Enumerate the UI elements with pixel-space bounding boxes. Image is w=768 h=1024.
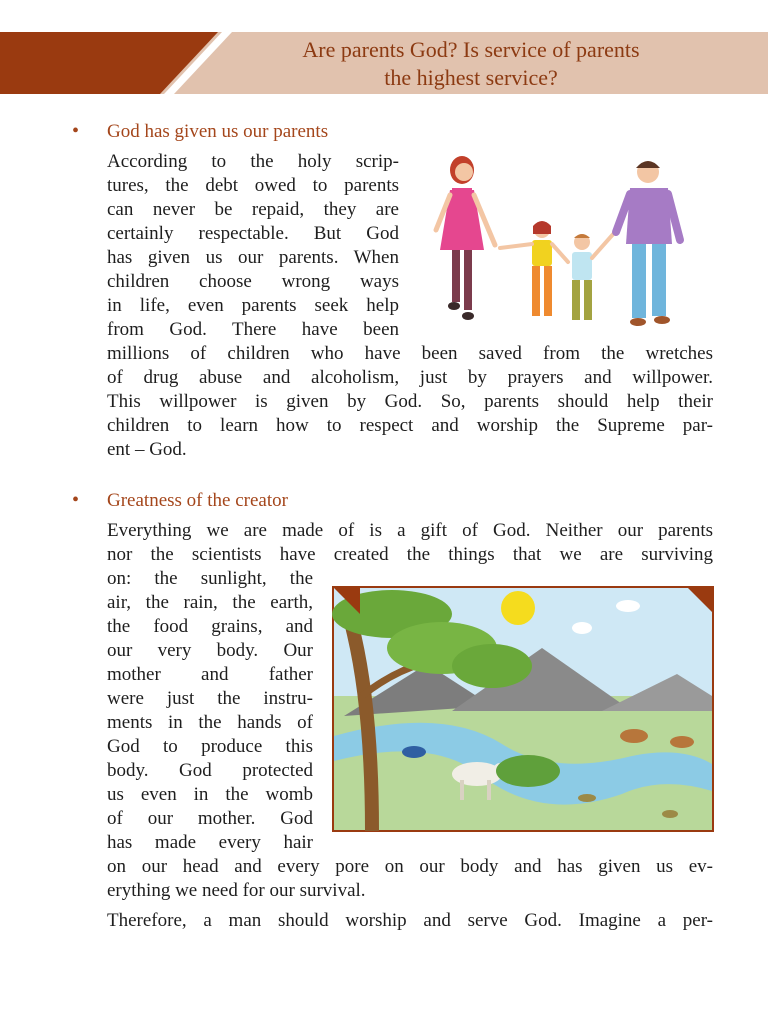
text-line: has made every hair (107, 832, 313, 853)
text-line: can never be repaid, they are (107, 199, 399, 220)
text-line: children choose wrong ways (107, 271, 399, 292)
text-line: ent – God. (107, 439, 187, 460)
text-line: of our mother. God (107, 808, 313, 829)
text-line: the food grains, and (107, 616, 313, 637)
text-line: ments in the hands of (107, 712, 313, 733)
text-line: Therefore, a man should worship and serve God. Imagine a per- (107, 910, 713, 931)
page-title-line-2: the highest service? (384, 65, 558, 90)
text-line: air, the rain, the earth, (107, 592, 313, 613)
section-heading-parents: God has given us our parents (107, 121, 329, 142)
text-line: Everything we are made of is a gift of God. Neither our parents (107, 520, 713, 541)
page-title-line-1: Are parents God? Is service of parents (302, 37, 640, 62)
text-line: were just the instru- (107, 688, 313, 709)
text-line: According to the holy scrip- (107, 151, 399, 172)
text-line: nor the scientists have created the things that we are surviving (107, 544, 713, 565)
text-line: from God. There have been (107, 319, 399, 340)
text-line: of drug abuse and alcoholism, just by prayers and willpower. (107, 367, 713, 388)
family-illustration (420, 150, 690, 330)
text-line: on our head and every pore on our body and has given us ev- (107, 856, 713, 877)
text-line: us even in the womb (107, 784, 313, 805)
text-line: in life, even parents seek help (107, 295, 399, 316)
nature-scene-illustration (332, 586, 714, 832)
text-line: This willpower is given by God. So, parents should help their (107, 391, 713, 412)
text-line: has given us our parents. When (107, 247, 399, 268)
text-line: millions of children who have been saved from the wretches (107, 343, 713, 364)
page-title (228, 36, 714, 92)
text-line: God to produce this (107, 736, 313, 757)
text-line: erything we need for our survival. (107, 880, 366, 901)
section-heading-creator: Greatness of the creator (107, 490, 288, 511)
text-line: children to learn how to respect and worship the Supreme par- (107, 415, 713, 436)
bullet-icon: • (72, 120, 80, 142)
text-line: body. God protected (107, 760, 313, 781)
text-line: on: the sunlight, the (107, 568, 313, 589)
text-line: our very body. Our (107, 640, 313, 661)
text-line: mother and father (107, 664, 313, 685)
text-line: tures, the debt owed to parents (107, 175, 399, 196)
text-line: certainly respectable. But God (107, 223, 399, 244)
bullet-icon: • (72, 489, 80, 511)
